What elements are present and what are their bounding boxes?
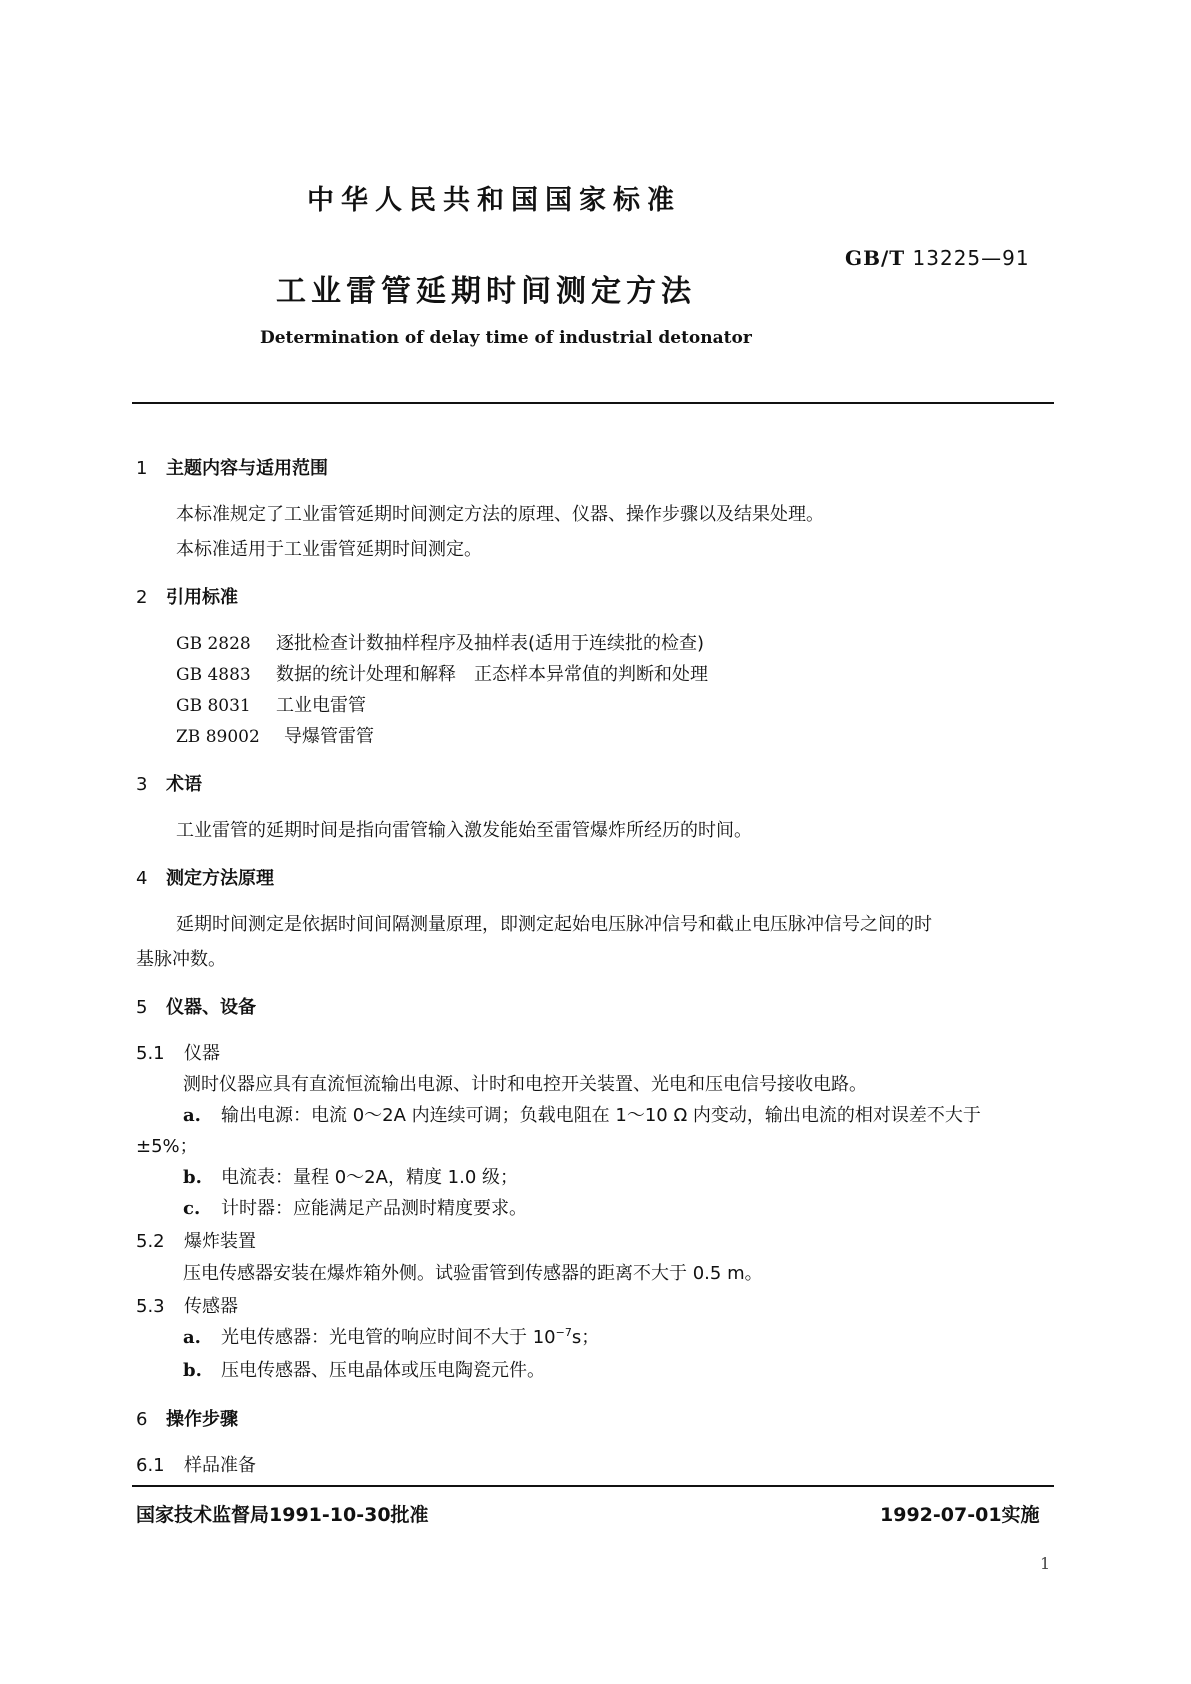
section-title: 术语 [166,774,202,795]
subsection-5-3-heading [136,1292,238,1318]
section-4-heading [136,864,274,890]
paragraph: 工业雷管的延期时间是指向雷管输入激发能始至雷管爆炸所经历的时间。 [176,820,752,841]
paragraph: 测时仪器应具有直流恒流输出电源、计时和电控开关装置、光电和压电信号接收电路。 [183,1074,867,1095]
standard-number-prefix: GB/T [845,246,906,270]
section-number: 2 [136,587,148,608]
list-label: b. [183,1167,202,1188]
effective-date: 1992-07-01实施 [880,1504,1040,1526]
list-label: b. [183,1360,202,1381]
section-number: 5 [136,997,148,1018]
section-number: 1 [136,458,148,479]
list-text-suffix: s； [571,1327,600,1348]
section-3-heading [136,770,202,796]
approval-statement: 国家技术监督局1991-10-30批准 [136,1504,429,1526]
subsection-number: 5.2 [136,1231,165,1252]
paragraph: 本标准适用于工业雷管延期时间测定。 [176,539,482,560]
section-5-heading [136,993,256,1019]
list-text: 计时器：应能满足产品测时精度要求。 [221,1198,527,1219]
reference-code: GB 4883 [176,665,251,685]
standard-type-heading: 中华人民共和国国家标准 [307,185,681,216]
document-title-cn: 工业雷管延期时间测定方法 [276,274,696,309]
reference-item [176,722,374,748]
paragraph: 延期时间测定是依据时间间隔测量原理，即测定起始电压脉冲信号和截止电压脉冲信号之间的时 [176,914,932,935]
subsection-title: 传感器 [184,1296,238,1317]
section-2-heading [136,583,238,609]
reference-code: ZB 89002 [176,727,260,747]
standard-number-value: 13225—91 [912,246,1030,270]
list-text: 光电传感器：光电管的响应时间不大于 10 [221,1327,556,1348]
subsection-title: 仪器 [184,1043,220,1064]
list-label: a. [183,1105,201,1126]
section-number: 3 [136,774,148,795]
subsection-number: 6.1 [136,1455,165,1476]
subsection-6-1-heading [136,1451,256,1477]
reference-item [176,660,708,686]
header-divider [132,402,1054,404]
reference-name: 逐批检查计数抽样程序及抽样表(适用于连续批的检查) [276,633,705,654]
paragraph-continuation: 基脉冲数。 [136,949,226,970]
subsection-title: 爆炸装置 [184,1231,256,1252]
reference-code: GB 8031 [176,696,251,716]
list-text: 压电传感器、压电晶体或压电陶瓷元件。 [221,1360,545,1381]
paragraph: 压电传感器安装在爆炸箱外侧。试验雷管到传感器的距离不大于 0.5 m。 [183,1263,763,1284]
page-number: 1 [1040,1554,1051,1573]
list-item-c [183,1194,527,1220]
document-title-en: Determination of delay time of industrial detonator [260,328,752,348]
section-1-heading [136,454,328,480]
list-item-b [183,1163,518,1189]
section-6-heading [136,1405,238,1431]
footer-divider [132,1485,1054,1487]
list-item-a [183,1101,981,1127]
list-item-a [183,1323,599,1349]
section-title: 测定方法原理 [166,868,274,889]
reference-name: 数据的统计处理和解释 正态样本异常值的判断和处理 [276,664,708,685]
section-number: 6 [136,1409,148,1430]
reference-name: 导爆管雷管 [284,726,374,747]
list-text: 输出电源：电流 0～2A 内连续可调；负载电阻在 1～10 Ω 内变动，输出电流的相对误差不大于 [221,1105,981,1126]
section-title: 主题内容与适用范围 [166,458,328,479]
subsection-5-2-heading [136,1227,256,1253]
list-text: 电流表：量程 0～2A，精度 1.0 级； [221,1167,519,1188]
paragraph: 本标准规定了工业雷管延期时间测定方法的原理、仪器、操作步骤以及结果处理。 [176,504,824,525]
section-title: 引用标准 [166,587,238,608]
list-item-b [183,1356,545,1382]
section-title: 操作步骤 [166,1409,238,1430]
subsection-number: 5.1 [136,1043,165,1064]
list-label: c. [183,1198,201,1219]
reference-item [176,691,366,717]
section-number: 4 [136,868,148,889]
reference-code: GB 2828 [176,634,251,654]
subsection-title: 样品准备 [184,1455,256,1476]
reference-item [176,629,704,655]
section-title: 仪器、设备 [166,997,256,1018]
list-item-continuation: ±5%； [136,1136,198,1157]
superscript-exponent: −7 [555,1326,572,1339]
standard-number [845,246,1030,270]
reference-name: 工业电雷管 [276,695,366,716]
subsection-number: 5.3 [136,1296,165,1317]
list-label: a. [183,1327,201,1348]
subsection-5-1-heading [136,1039,220,1065]
